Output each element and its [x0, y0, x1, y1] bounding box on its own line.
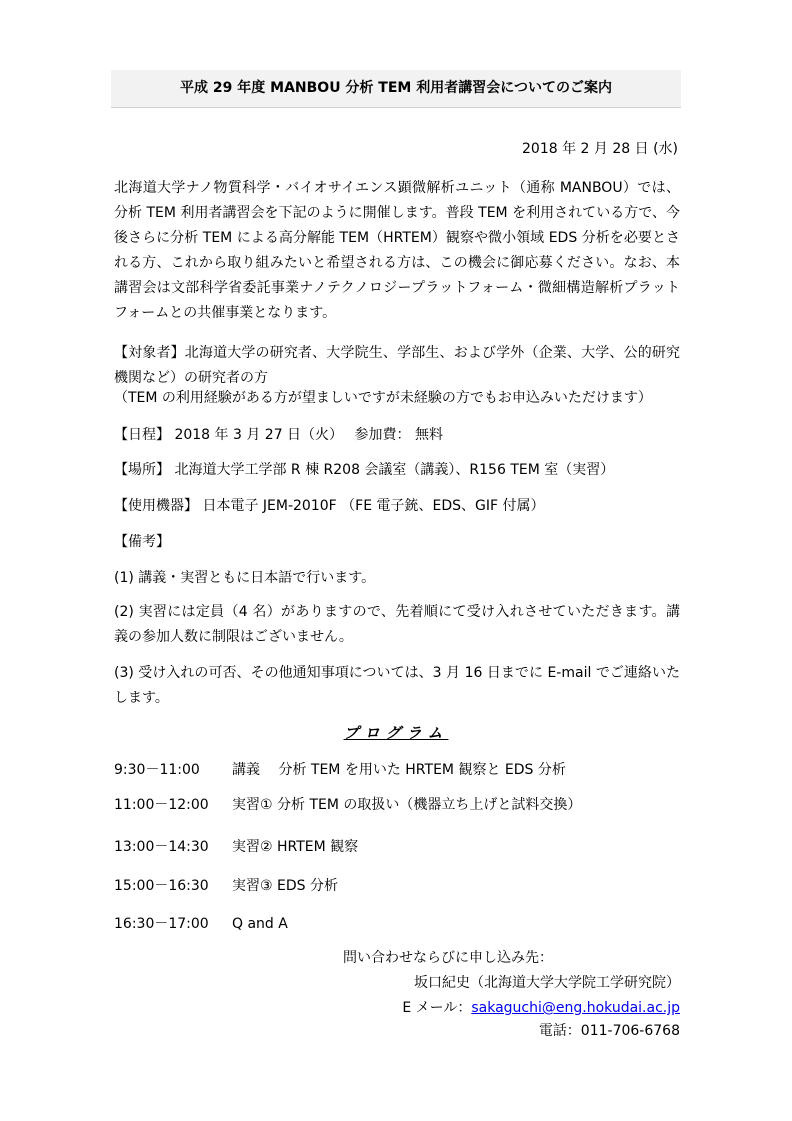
equipment-line: 【使用機器】 日本電子 JEM-2010F （FE 電子銃、EDS、GIF 付属） [114, 498, 545, 514]
program-desc: Q and A [232, 916, 288, 932]
target-audience: 【対象者】北海道大学の研究者、大学院生、学部生、および学外（企業、大学、公的研究機関など）の研究者の方 [114, 345, 680, 386]
intro-paragraph: 北海道大学ナノ物質科学・バイオサイエンス顕微解析ユニット（通称 MANBOU）では、分析 TEM 利用者講習会を下記のように開催します。普段 TEM を利用されている方で、今後さらに分析 TEM による高分解能 TEM（HRTEM）観察や微小領域 EDS 分析を必要とされる方、これから取り組みたいと希望される方は、この機会に御応募ください。なお、本講習会は文部科学省委託事業ナノテクノロジープラットフォーム・微細構造解析プラットフォームとの共催事業となります。 [114, 180, 680, 321]
program-row [114, 875, 338, 897]
program-time: 15:00－16:30 [114, 878, 209, 894]
program-time: 9:30－11:00 [114, 762, 200, 778]
program-heading: プログラム [343, 724, 449, 742]
contact-phone: 電話：011-706-6768 [538, 1023, 680, 1039]
program-desc: 実習① 分析 TEM の取扱い（機器立ち上げと試料交換） [232, 797, 582, 813]
program-time: 16:30－17:00 [114, 916, 209, 932]
contact-email-link[interactable]: sakaguchi@eng.hokudai.ac.jp [471, 1000, 680, 1016]
note-2: (2) 実習には定員（4 名）がありますので、先着順にて受け入れさせていただきます。講義の参加人数に制限はございません。 [114, 604, 680, 645]
document-title: 平成 29 年度 MANBOU 分析 TEM 利用者講習会についてのご案内 [111, 70, 681, 108]
program-desc: 実習③ EDS 分析 [232, 878, 338, 894]
program-time: 13:00－14:30 [114, 839, 209, 855]
program-time: 11:00－12:00 [114, 797, 209, 813]
venue-line: 【場所】 北海道大学工学部 R 棟 R208 会議室（講義）、R156 TEM 室（実習） [114, 462, 615, 478]
program-desc: 実習② HRTEM 観察 [232, 839, 359, 855]
program-row [114, 836, 358, 858]
program-row [114, 794, 581, 816]
notes-heading: 【備考】 [114, 534, 170, 550]
target-note: （TEM の利用経験がある方が望ましいですが未経験の方でもお申込みいただけます） [114, 390, 652, 406]
note-1: (1) 講義・実習ともに日本語で行います。 [114, 570, 376, 586]
schedule-line: 【日程】 2018 年 3 月 27 日（火） 参加費： 無料 [114, 427, 443, 443]
contact-lead: 問い合わせならびに申し込み先： [343, 950, 553, 966]
document-date: 2018 年 2 月 28 日 (水) [522, 141, 678, 157]
program-row [114, 913, 288, 935]
contact-name: 坂口紀史（北海道大学大学院工学研究院） [414, 975, 680, 991]
note-3: (3) 受け入れの可否、その他通知事項については、3 月 16 日までに E-mail でご連絡いたします。 [114, 665, 680, 706]
contact-email-label: E メール： [402, 1000, 472, 1016]
program-desc: 講義 分析 TEM を用いた HRTEM 観察と EDS 分析 [232, 762, 566, 778]
program-row [114, 759, 566, 781]
contact-email-line [402, 997, 680, 1019]
